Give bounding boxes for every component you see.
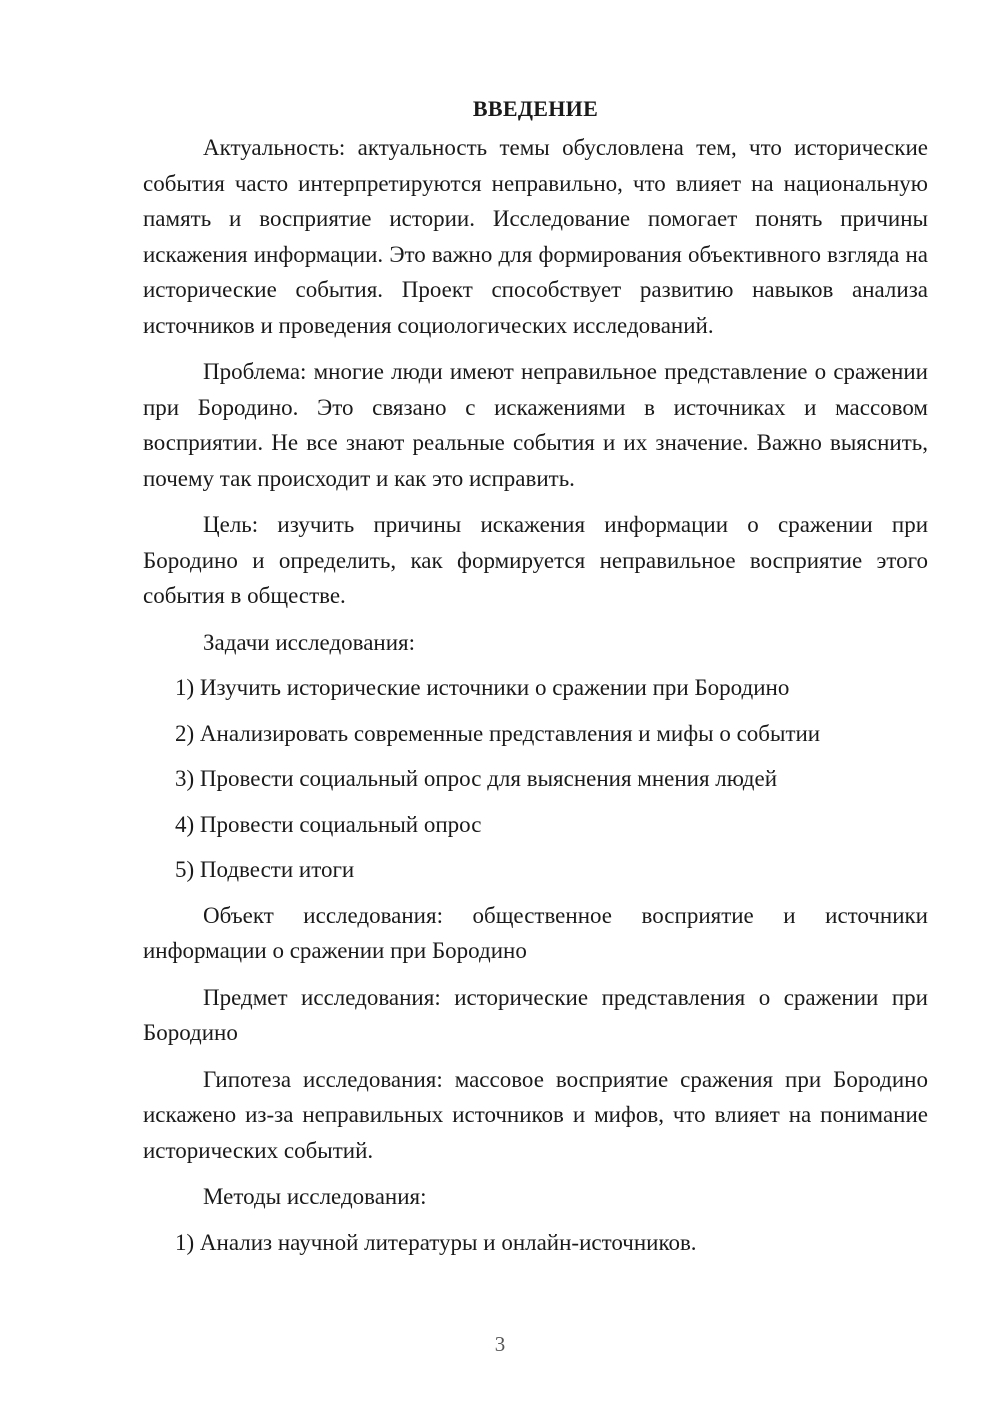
page-content bbox=[143, 92, 928, 1270]
section-title: ВВЕДЕНИЕ bbox=[472, 96, 599, 121]
tasks-heading: Задачи исследования: bbox=[203, 629, 416, 655]
page-number: 3 bbox=[494, 1332, 506, 1356]
subject-paragraph: Предмет исследования: исторические представления о сражении при Бородино bbox=[143, 984, 928, 1045]
methods-heading: Методы исследования: bbox=[203, 1184, 427, 1209]
problem-paragraph: Проблема: многие люди имеют неправильное представление о сражении при Бородино. Это связано с искажениями в источниках и массовом восприятии. Не все знают реальные события и их значение. Важно выяснить, почему так происходит и как это исправить. bbox=[143, 359, 928, 491]
hypothesis-paragraph: Гипотеза исследования: массовое восприятие сражения при Бородино искажено из-за неправильных источников и мифов, что влияет на понимание исторических событий. bbox=[143, 1066, 928, 1163]
object-paragraph: Объект исследования: общественное восприятие и источники информации о сражении при Бородино bbox=[143, 902, 928, 963]
method-item: 1) Анализ научной литературы и онлайн-источников. bbox=[175, 1229, 697, 1255]
task-item: 5) Подвести итоги bbox=[175, 857, 355, 882]
goal-paragraph: Цель: изучить причины искажения информации о сражении при Бородино и определить, как формируется неправильное восприятие этого события в обществе. bbox=[143, 512, 928, 608]
task-item: 4) Провести социальный опрос bbox=[175, 811, 482, 837]
relevance-paragraph: Актуальность: актуальность темы обусловлена тем, что исторические события часто интерпретируются неправильно, что влияет на национальную память и восприятие истории. Исследование помогает понять причины искажения информации. Это важно для формирования объективного взгляда на исторические события. Проект способствует развитию навыков анализа источников и проведения социологических исследований. bbox=[143, 135, 928, 338]
task-item: 2) Анализировать современные представления и мифы о событии bbox=[175, 720, 821, 746]
task-item: 3) Провести социальный опрос для выяснения мнения людей bbox=[175, 766, 778, 791]
task-item: 1) Изучить исторические источники о сражении при Бородино bbox=[175, 675, 790, 700]
